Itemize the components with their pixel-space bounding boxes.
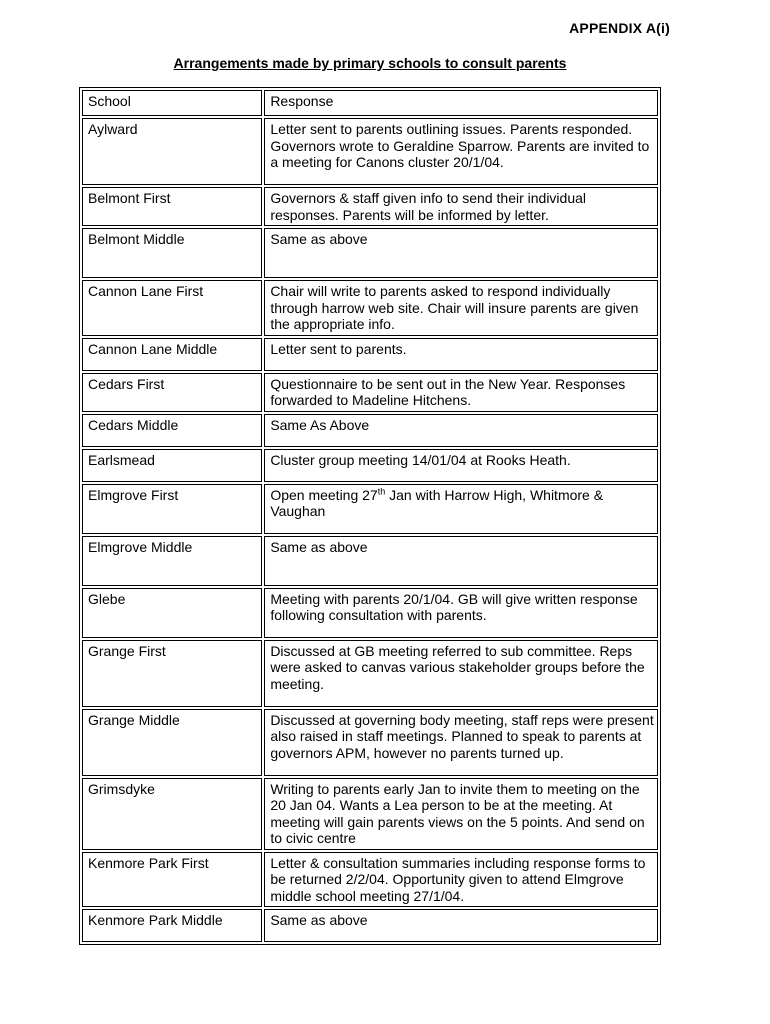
school-cell: Cedars First (82, 373, 262, 412)
header-response: Response (264, 90, 658, 116)
table-row (82, 909, 658, 942)
table-row (82, 778, 658, 850)
school-cell: Grange First (82, 640, 262, 707)
response-cell: Chair will write to parents asked to respond individually through harrow web site. Chair will insure parents are given the appropriate info. (264, 280, 658, 336)
school-cell: Belmont First (82, 187, 262, 226)
response-cell: Same as above (264, 909, 658, 942)
table-row (82, 640, 658, 707)
page-title: Arrangements made by primary schools to consult parents (173, 55, 567, 71)
school-cell: Cedars Middle (82, 414, 262, 447)
school-cell: Kenmore Park Middle (82, 909, 262, 942)
response-cell: Meeting with parents 20/1/04. GB will give written response following consultation with parents. (264, 588, 658, 638)
table-row (82, 709, 658, 776)
response-cell (264, 484, 658, 534)
response-cell: Writing to parents early Jan to invite them to meeting on the 20 Jan 04. Wants a Lea person to be at the meeting. At meeting will gain parents views on the 5 points. And send on to civic centre (264, 778, 658, 850)
school-cell: Elmgrove First (82, 484, 262, 534)
table-row (82, 852, 658, 908)
table-row (82, 373, 658, 412)
response-text: Open meeting 27 (270, 486, 378, 503)
response-cell: Letter & consultation summaries including response forms to be returned 2/2/04. Opportunity given to attend Elmgrove middle school meeting 27/1/04. (264, 852, 658, 908)
response-cell: Discussed at GB meeting referred to sub committee. Reps were asked to canvas various stakeholder groups before the meeting. (264, 640, 658, 707)
school-cell: Belmont Middle (82, 228, 262, 278)
consultation-table (79, 87, 661, 945)
school-cell: Glebe (82, 588, 262, 638)
school-cell: Kenmore Park First (82, 852, 262, 908)
school-cell: Cannon Lane First (82, 280, 262, 336)
table-row (82, 187, 658, 226)
table-row (82, 338, 658, 371)
response-cell: Discussed at governing body meeting, staff reps were present also raised in staff meetings. Planned to speak to parents at governors APM, however no parents turned up. (264, 709, 658, 776)
table-row (82, 280, 658, 336)
appendix-label: APPENDIX A(i) (569, 20, 670, 36)
response-cell: Letter sent to parents. (264, 338, 658, 371)
response-cell: Same As Above (264, 414, 658, 447)
table-row (82, 588, 658, 638)
header-school: School (82, 90, 262, 116)
school-cell: Grimsdyke (82, 778, 262, 850)
school-cell: Earlsmead (82, 449, 262, 482)
table-row (82, 118, 658, 185)
school-cell: Cannon Lane Middle (82, 338, 262, 371)
response-cell: Cluster group meeting 14/01/04 at Rooks Heath. (264, 449, 658, 482)
school-cell: Grange Middle (82, 709, 262, 776)
table-row (82, 484, 658, 534)
response-cell: Letter sent to parents outlining issues. Parents responded. Governors wrote to Geraldine Sparrow. Parents are invited to a meeting for Canons cluster 20/1/04. (264, 118, 658, 185)
table-row (82, 536, 658, 586)
table-row (82, 414, 658, 447)
table-header-row (82, 90, 658, 116)
ordinal-suffix: th (377, 485, 386, 496)
table-row (82, 449, 658, 482)
response-cell: Questionnaire to be sent out in the New Year. Responses forwarded to Madeline Hitchens. (264, 373, 658, 412)
response-cell: Same as above (264, 228, 658, 278)
response-cell: Same as above (264, 536, 658, 586)
response-cell: Governors & staff given info to send their individual responses. Parents will be informed by letter. (264, 187, 658, 226)
table-row (82, 228, 658, 278)
school-cell: Elmgrove Middle (82, 536, 262, 586)
response-text: Jan with Harrow High, Whitmore & Vaughan (270, 486, 604, 519)
school-cell: Aylward (82, 118, 262, 185)
